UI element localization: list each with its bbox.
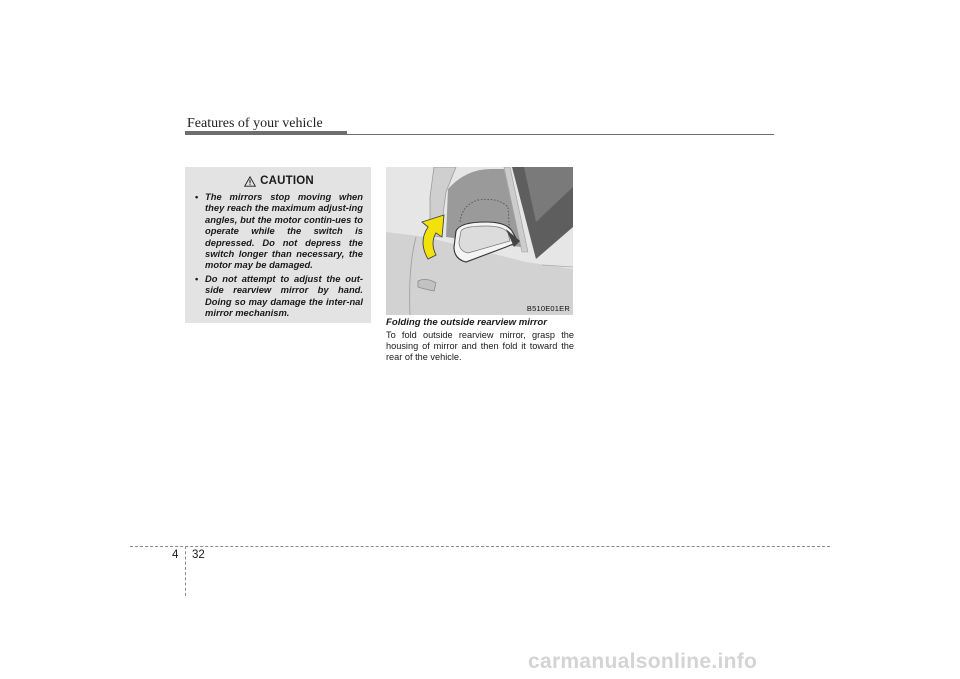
section-body: To fold outside rearview mirror, grasp the housing of mirror and then fold it toward the rear of the vehicle. [386,330,574,362]
page-header-title: Features of your vehicle [187,116,323,131]
caution-item: • The mirrors stop moving when they reach the maximum adjust-ing angles, but the motor contin-ues to operate while the switch is depressed. Do not depress the switch longer than necessary, the motor may be damaged. [195,191,363,271]
footer-rule [130,546,830,547]
section-title: Folding the outside rearview mirror [386,317,547,328]
header-rule [185,134,774,135]
caution-header [195,173,363,189]
caution-box [185,167,371,323]
mirror-illustration [386,167,573,315]
caution-item: • Do not attempt to adjust the out-side rearview mirror by hand. Doing so may damage the inter-nal mirror mechanism. [195,273,363,319]
page-number: 32 [192,549,205,561]
caution-title: CAUTION [260,175,314,187]
mirror-illustration-drawing [386,167,573,315]
warning-triangle-icon [244,176,256,187]
watermark: carmanualsonline.info [528,650,758,673]
caution-list [195,191,363,318]
chapter-number: 4 [172,549,179,561]
footer-vertical-rule [185,546,186,596]
figure-code-label: B510E01ER [526,304,570,313]
